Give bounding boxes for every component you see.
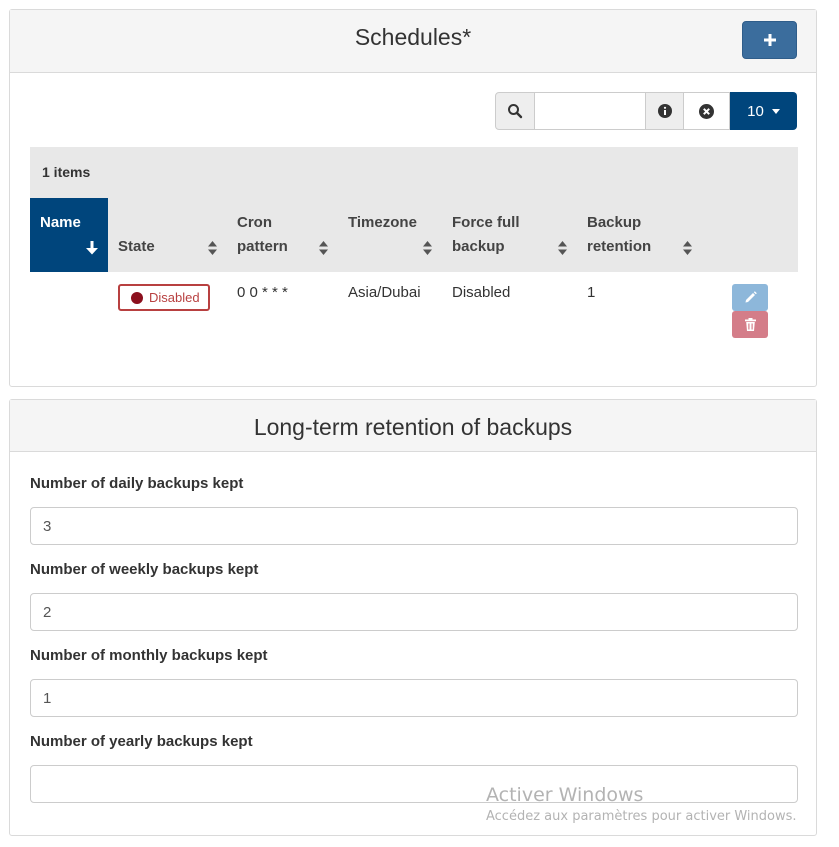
cell-force-full-backup: Disabled bbox=[452, 284, 511, 301]
search-info-button[interactable] bbox=[645, 92, 684, 130]
column-header-state[interactable] bbox=[108, 198, 227, 272]
retention-title: Long-term retention of backups bbox=[253, 414, 573, 440]
status-badge bbox=[118, 284, 210, 311]
arrow-down-icon bbox=[86, 241, 98, 255]
status-label: Disabled bbox=[149, 290, 200, 305]
search-input[interactable] bbox=[535, 92, 645, 130]
search-addon bbox=[495, 92, 535, 130]
retention-header bbox=[10, 400, 816, 452]
column-header-actions bbox=[702, 198, 798, 272]
yearly-backups-input[interactable] bbox=[30, 765, 798, 803]
column-header-cron-pattern[interactable] bbox=[227, 198, 338, 272]
column-header-backup-retention[interactable] bbox=[577, 198, 702, 272]
sort-icon bbox=[423, 241, 432, 255]
cell-name bbox=[30, 272, 108, 347]
schedules-title: Schedules* bbox=[354, 24, 472, 50]
edit-button[interactable] bbox=[732, 284, 768, 311]
cell-backup-retention: 1 bbox=[587, 284, 596, 301]
weekly-backups-label: Number of weekly backups kept bbox=[30, 561, 259, 578]
column-header-name[interactable] bbox=[30, 198, 108, 272]
sort-icon bbox=[683, 241, 692, 255]
search-icon bbox=[507, 103, 523, 119]
caret-down-icon bbox=[772, 109, 780, 114]
cell-actions bbox=[702, 272, 798, 347]
monthly-backups-group bbox=[30, 645, 798, 717]
yearly-backups-group bbox=[30, 731, 798, 803]
monthly-backups-input[interactable] bbox=[30, 679, 798, 717]
weekly-backups-group bbox=[30, 559, 798, 631]
watermark-title: Activer Windows bbox=[486, 784, 644, 806]
monthly-backups-label: Number of monthly backups kept bbox=[30, 647, 268, 664]
column-label: Force full backup bbox=[452, 214, 520, 255]
weekly-backups-input[interactable] bbox=[30, 593, 798, 631]
cell-cron-pattern: 0 0 * * * bbox=[237, 284, 288, 301]
sort-icon bbox=[558, 241, 567, 255]
items-count: 1 items bbox=[30, 147, 798, 198]
daily-backups-group bbox=[30, 473, 798, 545]
yearly-backups-label: Number of yearly backups kept bbox=[30, 733, 253, 750]
column-label: Cron pattern bbox=[237, 214, 288, 255]
trash-icon bbox=[745, 318, 756, 331]
column-header-force-full-backup[interactable] bbox=[442, 198, 577, 272]
watermark-subtitle: Accédez aux paramètres pour activer Windows. bbox=[486, 809, 797, 824]
cell-timezone: Asia/Dubai bbox=[348, 284, 421, 301]
pencil-icon bbox=[744, 291, 757, 304]
status-dot-icon bbox=[131, 292, 143, 304]
column-label: Backup retention bbox=[587, 214, 652, 255]
column-label: Timezone bbox=[348, 214, 417, 231]
table-row bbox=[30, 272, 798, 347]
column-header-timezone[interactable] bbox=[338, 198, 442, 272]
schedules-table bbox=[30, 147, 798, 347]
plus-icon bbox=[763, 33, 777, 47]
table-toolbar bbox=[495, 92, 797, 130]
clear-icon bbox=[699, 104, 714, 119]
page-size-value: 10 bbox=[747, 102, 764, 120]
schedules-header bbox=[10, 10, 816, 73]
info-icon bbox=[658, 104, 672, 118]
search-clear-button[interactable] bbox=[684, 92, 730, 130]
retention-panel bbox=[9, 399, 817, 836]
daily-backups-input[interactable] bbox=[30, 507, 798, 545]
sort-icon bbox=[319, 241, 328, 255]
cell-state bbox=[108, 272, 227, 347]
column-label: State bbox=[118, 238, 155, 255]
column-label: Name bbox=[40, 214, 81, 231]
schedules-panel bbox=[9, 9, 817, 387]
add-schedule-button[interactable] bbox=[742, 21, 797, 59]
daily-backups-label: Number of daily backups kept bbox=[30, 475, 244, 492]
page-size-dropdown[interactable] bbox=[730, 92, 797, 130]
sort-icon bbox=[208, 241, 217, 255]
delete-button[interactable] bbox=[732, 311, 768, 338]
table-header bbox=[30, 198, 798, 272]
